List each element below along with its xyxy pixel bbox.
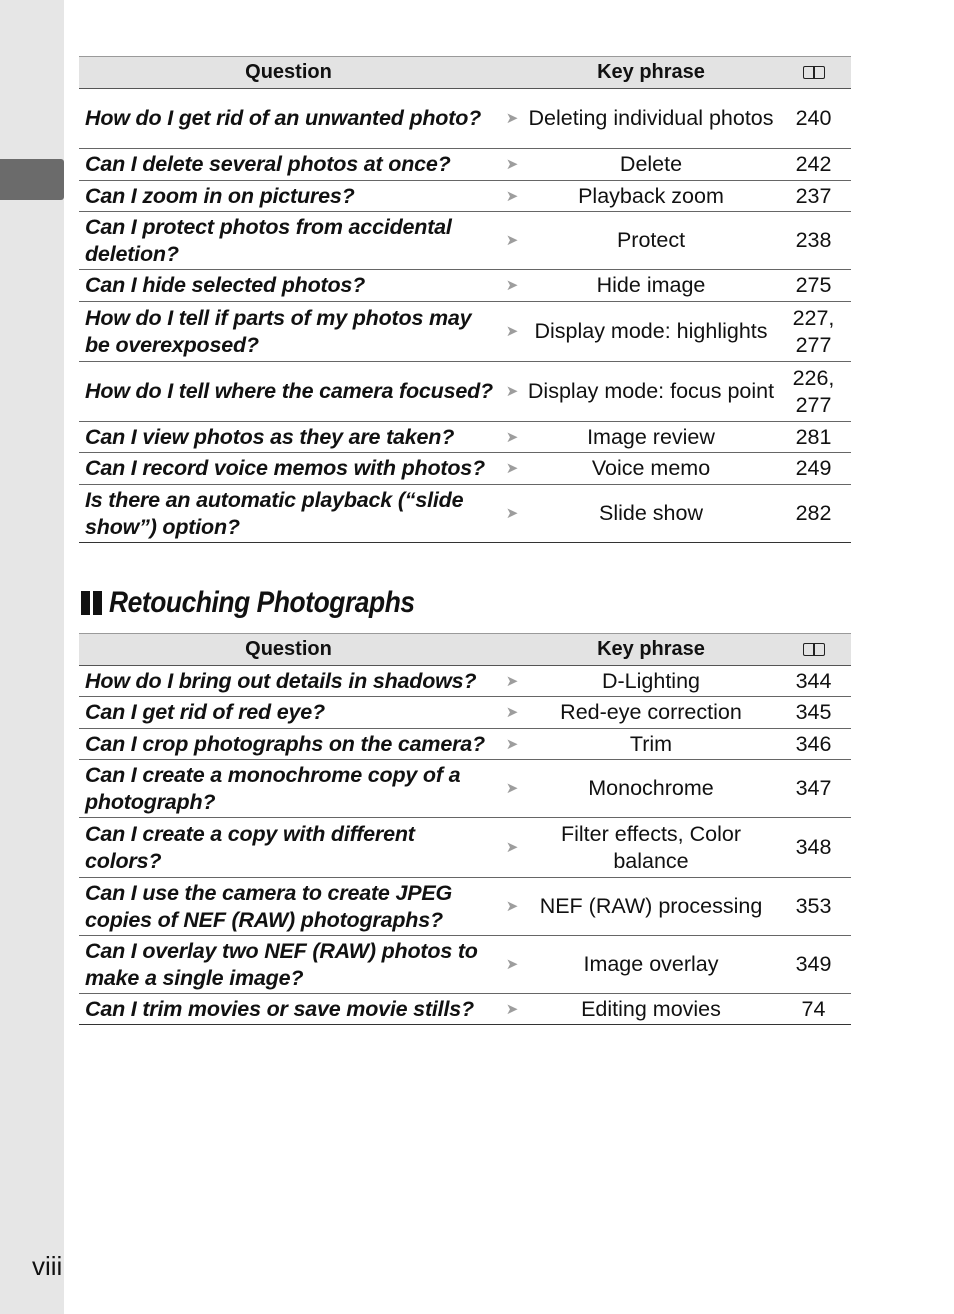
chevron-right-icon: ➤ — [498, 818, 526, 878]
page-cell: 240 — [776, 89, 851, 149]
chevron-right-icon: ➤ — [498, 362, 526, 422]
book-icon — [803, 642, 825, 657]
page-cell: 349 — [776, 936, 851, 994]
question-cell: Can I crop photographs on the camera? — [79, 729, 498, 760]
section-tab — [0, 159, 64, 200]
question-cell: Can I zoom in on pictures? — [79, 181, 498, 212]
key-phrase-cell: Monochrome — [526, 760, 776, 818]
header-question: Question — [79, 634, 498, 666]
book-icon — [803, 65, 825, 80]
section-marker — [81, 591, 90, 615]
key-phrase-cell: Hide image — [526, 270, 776, 302]
question-cell: Can I trim movies or save movie stills? — [79, 994, 498, 1025]
section-heading — [81, 583, 456, 623]
header-key-phrase: Key phrase — [526, 634, 776, 666]
table-row — [79, 878, 851, 936]
table-row — [79, 697, 851, 729]
table-row — [79, 818, 851, 878]
page-cell: 74 — [776, 994, 851, 1025]
table-row — [79, 149, 851, 181]
page-cell: 345 — [776, 697, 851, 729]
key-phrase-cell: Image review — [526, 422, 776, 453]
chevron-right-icon: ➤ — [498, 212, 526, 270]
page-cell: 281 — [776, 422, 851, 453]
table-row — [79, 212, 851, 270]
page-cell: 227, 277 — [776, 302, 851, 362]
question-cell: Can I use the camera to create JPEG copies of NEF (RAW) photographs? — [79, 878, 498, 936]
faq-table-playback — [79, 56, 851, 543]
table-row — [79, 760, 851, 818]
question-cell: Can I overlay two NEF (RAW) photos to make a single image? — [79, 936, 498, 994]
key-phrase-cell: Filter effects, Color balance — [526, 818, 776, 878]
table-row — [79, 666, 851, 697]
chevron-right-icon: ➤ — [498, 485, 526, 543]
page-cell: 249 — [776, 453, 851, 485]
key-phrase-cell: D-Lighting — [526, 666, 776, 697]
chevron-right-icon: ➤ — [498, 149, 526, 181]
chevron-right-icon: ➤ — [498, 666, 526, 697]
table-row — [79, 485, 851, 543]
question-cell: Can I record voice memos with photos? — [79, 453, 498, 485]
table-row — [79, 270, 851, 302]
faq-table-retouching — [79, 633, 851, 1025]
page-cell: 348 — [776, 818, 851, 878]
chevron-right-icon: ➤ — [498, 936, 526, 994]
table-row — [79, 89, 851, 149]
table-row — [79, 729, 851, 760]
key-phrase-cell: Display mode: highlights — [526, 302, 776, 362]
page-cell: 282 — [776, 485, 851, 543]
page-cell: 346 — [776, 729, 851, 760]
page-cell: 237 — [776, 181, 851, 212]
question-cell: Can I get rid of red eye? — [79, 697, 498, 729]
page-number: viii — [32, 1251, 63, 1281]
page-cell: 353 — [776, 878, 851, 936]
header-key-phrase: Key phrase — [526, 57, 776, 89]
chevron-right-icon: ➤ — [498, 302, 526, 362]
section-title: Retouching Photographs — [109, 586, 415, 619]
page-cell: 226, 277 — [776, 362, 851, 422]
table-header-row — [79, 57, 851, 89]
page-cell: 242 — [776, 149, 851, 181]
question-cell: Can I create a copy with different colors? — [79, 818, 498, 878]
page-cell: 238 — [776, 212, 851, 270]
table-row — [79, 362, 851, 422]
section-marker — [93, 591, 102, 615]
key-phrase-cell: Protect — [526, 212, 776, 270]
key-phrase-cell: Editing movies — [526, 994, 776, 1025]
table-row — [79, 936, 851, 994]
page-cell: 344 — [776, 666, 851, 697]
chevron-right-icon: ➤ — [498, 270, 526, 302]
question-cell: How do I tell where the camera focused? — [79, 362, 498, 422]
chevron-right-icon: ➤ — [498, 729, 526, 760]
question-cell: How do I bring out details in shadows? — [79, 666, 498, 697]
question-cell: Can I protect photos from accidental deletion? — [79, 212, 498, 270]
question-cell: Can I hide selected photos? — [79, 270, 498, 302]
key-phrase-cell: Deleting individual photos — [526, 89, 776, 149]
page-cell: 275 — [776, 270, 851, 302]
chevron-right-icon: ➤ — [498, 760, 526, 818]
table-row — [79, 453, 851, 485]
key-phrase-cell: Voice memo — [526, 453, 776, 485]
table-row — [79, 302, 851, 362]
table-row — [79, 994, 851, 1025]
page-cell: 347 — [776, 760, 851, 818]
question-cell: Can I create a monochrome copy of a photograph? — [79, 760, 498, 818]
chevron-right-icon: ➤ — [498, 994, 526, 1025]
chevron-right-icon: ➤ — [498, 697, 526, 729]
key-phrase-cell: Playback zoom — [526, 181, 776, 212]
table-row — [79, 181, 851, 212]
question-cell: How do I tell if parts of my photos may be overexposed? — [79, 302, 498, 362]
key-phrase-cell: Red-eye correction — [526, 697, 776, 729]
table-row — [79, 422, 851, 453]
key-phrase-cell: Slide show — [526, 485, 776, 543]
key-phrase-cell: NEF (RAW) processing — [526, 878, 776, 936]
key-phrase-cell: Delete — [526, 149, 776, 181]
chevron-right-icon: ➤ — [498, 422, 526, 453]
chevron-right-icon: ➤ — [498, 878, 526, 936]
key-phrase-cell: Image overlay — [526, 936, 776, 994]
question-cell: Is there an automatic playback (“slide show”) option? — [79, 485, 498, 543]
key-phrase-cell: Trim — [526, 729, 776, 760]
question-cell: How do I get rid of an unwanted photo? — [79, 89, 498, 149]
chevron-right-icon: ➤ — [498, 89, 526, 149]
table-header-row — [79, 634, 851, 666]
chevron-right-icon: ➤ — [498, 453, 526, 485]
question-cell: Can I view photos as they are taken? — [79, 422, 498, 453]
question-cell: Can I delete several photos at once? — [79, 149, 498, 181]
chevron-right-icon: ➤ — [498, 181, 526, 212]
key-phrase-cell: Display mode: focus point — [526, 362, 776, 422]
header-question: Question — [79, 57, 498, 89]
